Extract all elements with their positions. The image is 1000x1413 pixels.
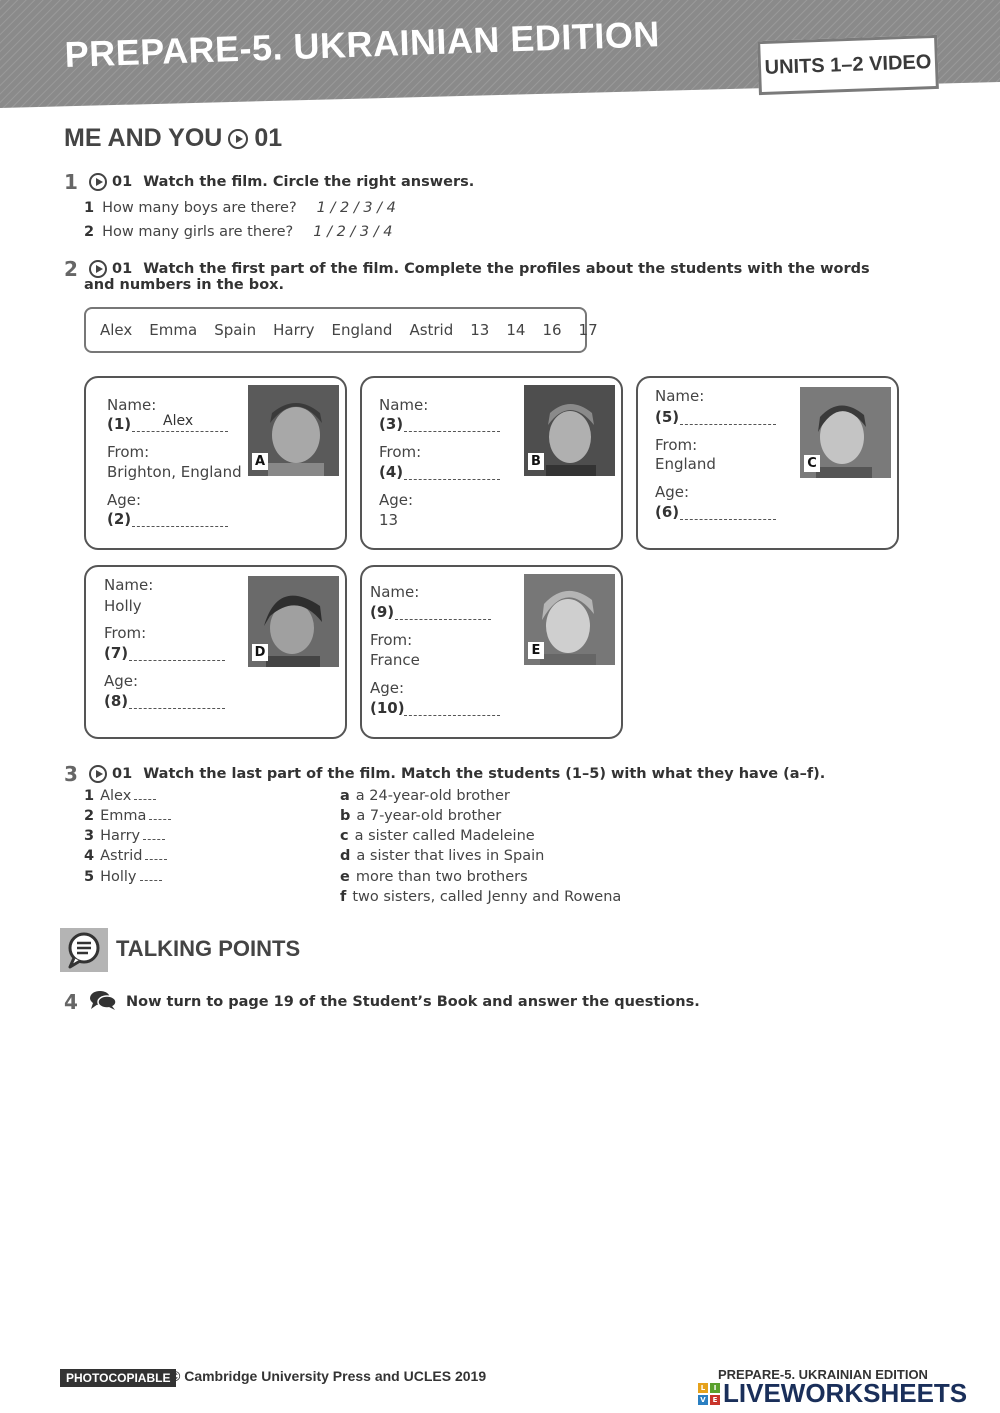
answer-blank[interactable] [149, 819, 171, 820]
exercise-instruction: Watch the first part of the film. Complete the profiles about the students with the words [143, 261, 870, 277]
answer-blank[interactable] [404, 479, 500, 480]
age-label: Age: [104, 672, 139, 690]
word-item: Harry [273, 321, 315, 339]
item-number: 4 [84, 848, 95, 864]
answer-blank[interactable] [395, 619, 491, 620]
section-title-text: ME AND YOU [64, 124, 223, 152]
profile-card-a [84, 376, 347, 550]
student-name: Astrid [100, 848, 143, 864]
copyright-text: © Cambridge University Press and UCLES 2019 [170, 1368, 487, 1384]
word-item: 17 [578, 321, 598, 339]
exercise-number: 3 [64, 762, 78, 786]
age-label: Age: [370, 679, 405, 697]
name-label: Name: [107, 396, 157, 414]
answer-blank[interactable] [143, 839, 165, 840]
photo-letter: B [528, 453, 544, 470]
word-item: Astrid [409, 321, 454, 339]
answer-blank[interactable] [129, 660, 225, 661]
question-text: How many boys are there? [102, 200, 297, 216]
option-item [340, 828, 535, 844]
item-number: 1 [84, 788, 95, 804]
header-band [0, 0, 1000, 112]
student-photo [800, 387, 891, 478]
student-item [84, 848, 167, 864]
profile-card-b [360, 376, 623, 550]
blank-number: (3) [379, 415, 404, 433]
name-label: Name: [655, 387, 705, 405]
play-video-icon [89, 173, 107, 191]
answer-blank[interactable] [140, 880, 162, 881]
page-title: PREPARE-5. UKRAINIAN EDITION [64, 13, 661, 75]
option-letter: f [340, 889, 347, 905]
age-label: Age: [107, 491, 142, 509]
from-value: Brighton, England [107, 463, 242, 481]
option-text: two sisters, called Jenny and Rowena [352, 889, 622, 905]
student-item [84, 828, 165, 844]
photo-letter: A [252, 453, 268, 470]
exercise-instruction: and numbers in the box. [84, 277, 285, 293]
word-item: Emma [149, 321, 198, 339]
word-item: Alex [100, 321, 133, 339]
talking-points-icon [60, 928, 108, 972]
student-photo [248, 576, 339, 667]
question-number: 1 [84, 200, 95, 216]
profile-card-c [636, 376, 899, 550]
filled-answer: Alex [163, 413, 194, 429]
question-item [84, 200, 396, 216]
word-box [84, 307, 598, 353]
student-photo [524, 574, 615, 665]
blank-number: (4) [379, 463, 404, 481]
profile-card-e [360, 565, 623, 739]
name-label: Name: [104, 576, 154, 594]
photocopiable-badge: PHOTOCOPIABLE [60, 1369, 176, 1387]
student-name: Alex [100, 788, 132, 804]
option-text: a sister called Madeleine [354, 828, 535, 844]
exercise-instruction: Watch the film. Circle the right answers. [143, 174, 475, 190]
student-item [84, 869, 162, 885]
exercise-number: 1 [64, 170, 78, 194]
option-text: a 24-year-old brother [355, 788, 510, 804]
exercise-3-header [64, 762, 825, 786]
section-title [64, 124, 282, 153]
exercise-instruction-cont [84, 277, 284, 293]
liveworksheets-logo[interactable] [698, 1378, 967, 1409]
blank-number: (8) [104, 692, 129, 710]
exercise-instruction: Now turn to page 19 of the Student’s Book and answer the questions. [126, 994, 700, 1010]
blank-number: (7) [104, 644, 129, 662]
play-video-icon [89, 260, 107, 278]
word-item: 16 [542, 321, 562, 339]
logo-text: LIVEWORKSHEETS [723, 1378, 968, 1408]
answer-blank[interactable] [145, 859, 167, 860]
option-letter: c [340, 828, 349, 844]
footer-edition: PREPARE-5. UKRAINIAN EDITION [718, 1367, 928, 1382]
answer-options[interactable]: 1 / 2 / 3 / 4 [316, 200, 396, 216]
name-label: Name: [370, 583, 420, 601]
student-item [84, 788, 156, 804]
name-value: Holly [104, 597, 142, 615]
student-name: Holly [100, 869, 137, 885]
option-text: a 7-year-old brother [356, 808, 502, 824]
option-item [340, 808, 501, 824]
answer-blank[interactable] [132, 431, 228, 432]
logo-cubes-icon: L I V E [698, 1383, 720, 1405]
photo-letter: E [528, 642, 544, 659]
student-name: Harry [100, 828, 141, 844]
exercise-1-header [64, 170, 474, 194]
profile-card-d [84, 565, 347, 739]
from-label: From: [379, 443, 422, 461]
from-label: From: [107, 443, 150, 461]
section-video-number: 01 [254, 124, 283, 152]
student-photo [524, 385, 615, 476]
exercise-4-header [64, 989, 700, 1015]
word-item: Spain [214, 321, 257, 339]
option-letter: a [340, 788, 350, 804]
photo-letter: D [252, 644, 268, 661]
from-label: From: [655, 436, 698, 454]
blank-number: (5) [655, 408, 680, 426]
speech-bubbles-icon [89, 989, 117, 1015]
answer-blank[interactable] [134, 799, 156, 800]
option-item [340, 869, 528, 885]
item-number: 3 [84, 828, 95, 844]
unit-label: UNITS 1–2 VIDEO [757, 35, 939, 95]
exercise-instruction: Watch the last part of the film. Match the students (1–5) with what they have (a–f). [143, 766, 826, 782]
answer-blank[interactable] [680, 424, 776, 425]
blank-number: (10) [370, 699, 405, 717]
answer-blank[interactable] [404, 431, 500, 432]
play-video-icon [89, 765, 107, 783]
age-label: Age: [379, 491, 414, 509]
video-number: 01 [112, 766, 133, 782]
from-label: From: [370, 631, 413, 649]
from-value: France [370, 651, 420, 669]
item-number: 5 [84, 869, 95, 885]
student-photo [248, 385, 339, 476]
student-item [84, 808, 171, 824]
blank-number: (2) [107, 510, 132, 528]
from-value: England [655, 455, 716, 473]
age-value: 13 [379, 511, 399, 529]
answer-blank[interactable] [129, 708, 225, 709]
play-video-icon [228, 129, 248, 149]
word-item: 13 [470, 321, 490, 339]
option-text: more than two brothers [355, 869, 528, 885]
word-item: England [331, 321, 393, 339]
talking-points-title: TALKING POINTS [116, 936, 301, 961]
photo-letter: C [804, 455, 820, 472]
option-letter: d [340, 848, 351, 864]
blank-number: (9) [370, 603, 395, 621]
word-item: 14 [506, 321, 526, 339]
option-item [340, 788, 510, 804]
option-text: a sister that lives in Spain [356, 848, 545, 864]
video-number: 01 [112, 174, 133, 190]
student-name: Emma [100, 808, 147, 824]
exercise-number: 2 [64, 257, 78, 281]
item-number: 2 [84, 808, 95, 824]
video-number: 01 [112, 261, 133, 277]
answer-options[interactable]: 1 / 2 / 3 / 4 [313, 224, 393, 240]
name-label: Name: [379, 396, 429, 414]
question-item [84, 224, 392, 240]
option-letter: b [340, 808, 351, 824]
exercise-number: 4 [64, 990, 78, 1014]
blank-number: (1) [107, 415, 132, 433]
blank-number: (6) [655, 503, 680, 521]
answer-blank[interactable] [132, 526, 228, 527]
option-item [340, 889, 621, 905]
from-label: From: [104, 624, 147, 642]
age-label: Age: [655, 483, 690, 501]
question-number: 2 [84, 224, 95, 240]
answer-blank[interactable] [404, 715, 500, 716]
question-text: How many girls are there? [102, 224, 294, 240]
option-item [340, 848, 544, 864]
option-letter: e [340, 869, 350, 885]
answer-blank[interactable] [680, 519, 776, 520]
